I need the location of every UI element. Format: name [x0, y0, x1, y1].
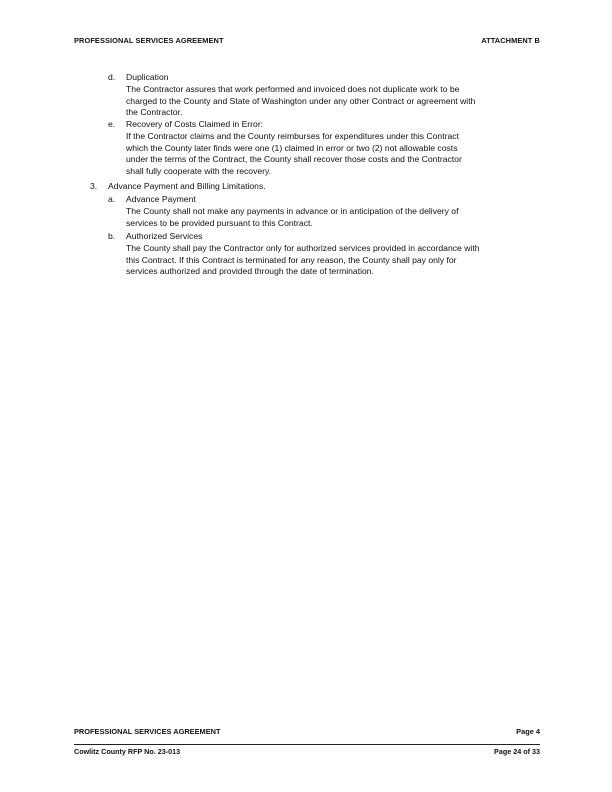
item-e-marker: e.: [108, 119, 116, 129]
item-a-line: services to be provided pursuant to this Contract.: [126, 217, 313, 228]
item-e-title: Recovery of Costs Claimed in Error:: [126, 119, 264, 129]
item-d-body: [126, 84, 475, 119]
footer-rfp-number: Cowlitz County RFP No. 23-013: [74, 747, 181, 756]
footer-page-number: Page 4: [516, 727, 540, 736]
item-d-title: Duplication: [126, 72, 169, 82]
item-a-line: The County shall not make any payments in advance or in anticipation of the delivery of: [126, 206, 459, 216]
item-b-line: The County shall pay the Contractor only for authorized services provided in accordance with: [126, 243, 480, 253]
header-attachment: ATTACHMENT B: [481, 36, 540, 45]
item-b-line: this Contract. If this Contract is terminated for any reason, the County shall pay only for: [126, 254, 457, 265]
item-e-line: under the terms of the Contract, the County shall recover those costs and the Contractor: [126, 154, 462, 165]
section-3-title: Advance Payment and Billing Limitations.: [108, 181, 266, 191]
item-b-line: services authorized and provided through the date of termination.: [126, 266, 374, 277]
page-footer: [74, 727, 540, 736]
item-d-line: the Contractor.: [126, 107, 183, 118]
item-a-title: Advance Payment: [126, 194, 196, 204]
item-d-line: The Contractor assures that work performed and invoiced does not duplicate work to be: [126, 84, 460, 94]
footer-title: PROFESSIONAL SERVICES AGREEMENT: [74, 727, 221, 736]
item-e-line: which the County later finds were one (1) claimed in error or two (2) not allowable costs: [126, 142, 458, 153]
page-header: [74, 36, 540, 45]
item-b-title: Authorized Services: [126, 231, 203, 241]
footer-total-pages: Page 24 of 33: [494, 747, 540, 756]
item-b-body: [126, 243, 479, 278]
item-a-body: [126, 206, 458, 229]
item-d-marker: d.: [108, 72, 116, 82]
item-e-line: If the Contractor claims and the County reimburses for expenditures under this Contract: [126, 131, 459, 141]
item-d-line: charged to the County and State of Washington under any other Contract or agreement with: [126, 95, 476, 106]
item-a-marker: a.: [108, 194, 116, 204]
item-b-marker: b.: [108, 231, 116, 241]
footer-divider: [74, 744, 540, 745]
header-title: PROFESSIONAL SERVICES AGREEMENT: [74, 36, 224, 45]
item-e-line: shall fully cooperate with the recovery.: [126, 165, 272, 176]
page-subfooter: [74, 747, 540, 756]
section-3-marker: 3.: [90, 181, 98, 191]
item-e-body: [126, 131, 462, 177]
